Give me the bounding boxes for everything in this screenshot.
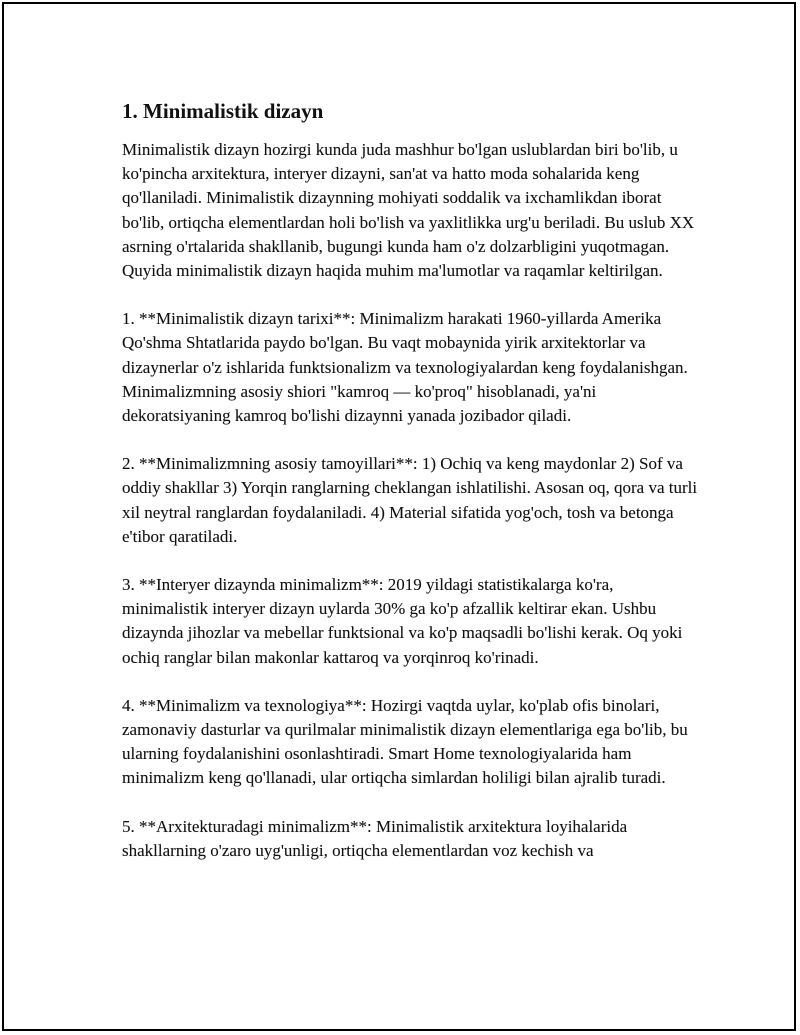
document-body bbox=[122, 97, 702, 887]
paragraph-interior: 3. **Interyer dizaynda minimalizm**: 2019 yildagi statistikalarga ko'ra, minimalistik interyer dizayn uylarda 30% ga ko'p afzallik keltirar ekan. Ushbu dizaynda jihozlar va mebellar funktsional va ko'p maqsadli bo'lishi kerak. Oq yoki ochiq ranglar bilan makonlar kattaroq va yorqinroq ko'rinadi. bbox=[122, 575, 683, 667]
paragraph-history: 1. **Minimalistik dizayn tarixi**: Minimalizm harakati 1960-yillarda Amerika Qo'shma Shtatlarida paydo bo'lgan. Bu vaqt mobaynida yirik arxitektorlar va dizaynerlar o'z ishlarida funktsionalizm va texnologiyalardan keng foydalanishgan. Minimalizmning asosiy shiori "kamroq — ko'proq" hisoblanadi, ya'ni dekoratsiyaning kamroq bo'lishi dizaynni yanada jozibador qiladi. bbox=[122, 309, 688, 426]
paragraph-architecture: 5. **Arxitekturadagi minimalizm**: Minimalistik arxitektura loyihalarida shakllarning o'zaro uyg'unligi, ortiqcha elementlardan voz kechish va bbox=[122, 816, 628, 860]
paragraph-technology: 4. **Minimalizm va texnologiya**: Hozirgi vaqtda uylar, ko'plab ofis binolari, zamonaviy dasturlar va qurilmalar minimalistik dizayn elementlariga ega bo'lib, bu ularning foydalanishini osonlashtiradi. Smart Home texnologiyalarida ham minimalizm keng qo'llanadi, ular ortiqcha simlardan holiligi bilan ajralib turadi. bbox=[122, 695, 688, 788]
paragraph-principles: 2. **Minimalizmning asosiy tamoyillari**: 1) Ochiq va keng maydonlar 2) Sof va oddiy shakllar 3) Yorqin ranglarning cheklangan ishlatilishi. Asosan oq, qora va turli xil neytral ranglardan foydalaniladi. 4) Material sifatida yog'och, tosh va betonga e'tibor qaratiladi. bbox=[122, 454, 698, 546]
document-title: 1. Minimalistik dizayn bbox=[122, 99, 324, 123]
page-frame bbox=[2, 2, 796, 1031]
intro-paragraph: Minimalistik dizayn hozirgi kunda juda mashhur bo'lgan uslublardan biri bo'lib, u ko'pincha arxitektura, interyer dizayni, san'at va hatto moda sohalarida keng qo'llaniladi. Minimalistik dizaynning mohiyati soddalik va ixchamlikdan iborat bo'lib, ortiqcha elementlardan holi bo'lish va yaxlitlikka urg'u beriladi. Bu uslub XX asrning o'rtalarida shakllanib, bugungi kunda ham o'z dolzarbligini yuqotmagan. Quyida minimalistik dizayn haqida muhim ma'lumotlar va raqamlar keltirilgan. bbox=[122, 140, 695, 281]
